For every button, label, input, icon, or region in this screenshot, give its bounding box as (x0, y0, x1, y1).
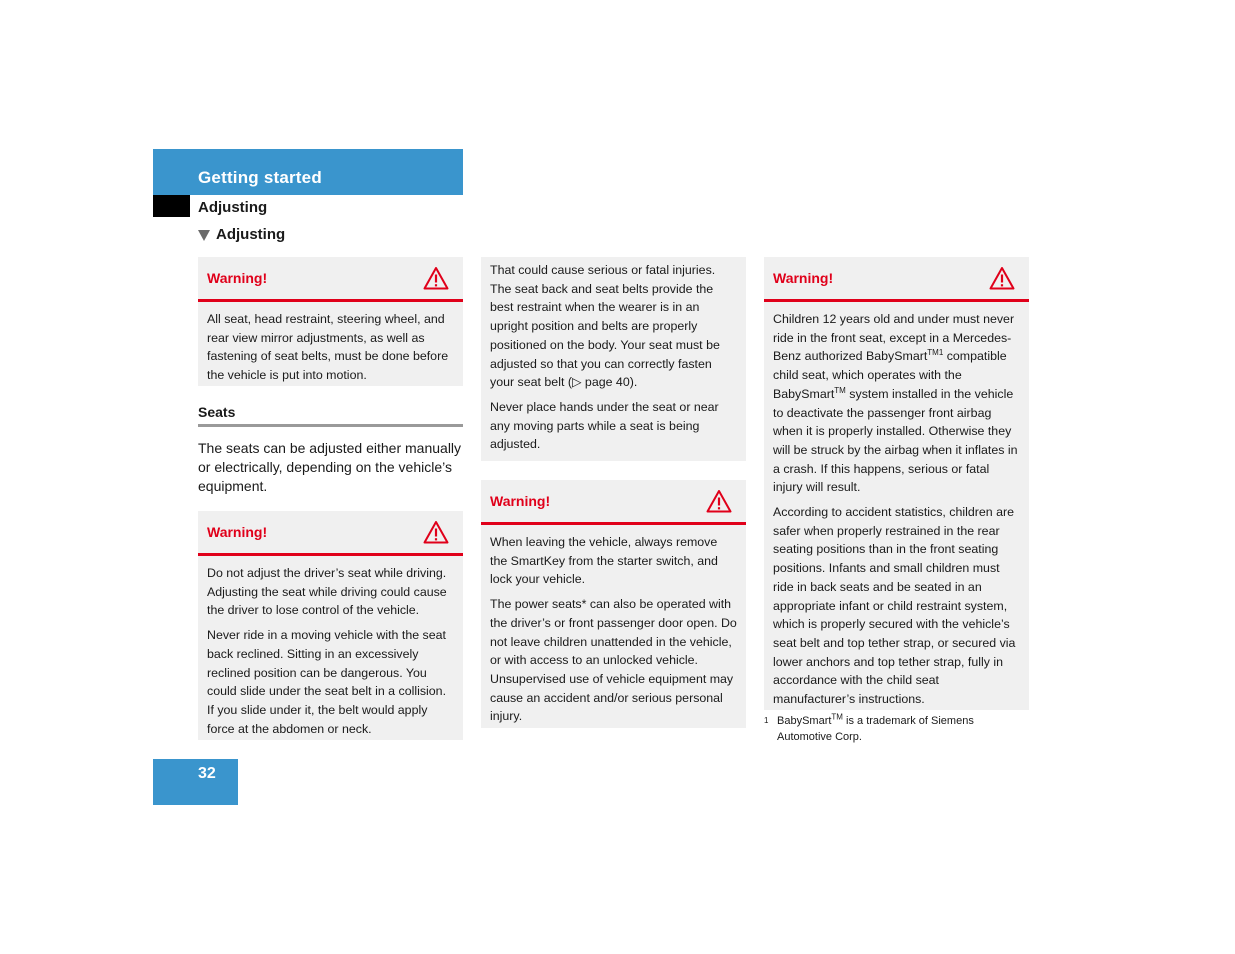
chapter-title: Getting started (198, 168, 322, 187)
warning-box-3 (481, 480, 746, 728)
subsection-title (198, 226, 285, 243)
footnote (764, 713, 1029, 745)
section-title: Adjusting (198, 199, 268, 216)
warning-triangle-icon (423, 266, 449, 290)
warning-header (198, 257, 463, 302)
warning-paragraph: Children 12 years old and under must never ride in the front seat, except in a Mercedes-Benz authorized BabySmart$^{TM1}$ compatible child seat, which operates with the BabySmart™ system installed in the vehicle to deactivate the passenger front airbag when it is properly installed. Otherwise they will be struck by the airbag when it inflates in a crash. If this happens, serious or fatal injury will result. (773, 312, 1018, 495)
warning-label: Warning! (207, 524, 268, 540)
warning-box-1 (198, 257, 463, 386)
triangle-down-icon (198, 230, 210, 241)
warning-body (764, 302, 1029, 717)
section-marker (153, 195, 190, 217)
warning-body (481, 525, 746, 734)
footnote-mark: 1 (764, 716, 769, 725)
warning-label: Warning! (207, 270, 268, 286)
footnote-text: BabySmart™ is a trademark of Siemens Automotive Corp. (777, 712, 974, 743)
warning-body (198, 556, 463, 746)
warning-box-4 (764, 257, 1029, 710)
warning-box-2 (198, 511, 463, 740)
warning-header (764, 257, 1029, 302)
warning-paragraph: When leaving the vehicle, always remove the SmartKey from the starter switch, and lock your vehicle. (490, 535, 718, 587)
warning-paragraph: Do not adjust the driver’s seat while driving. Adjusting the seat while driving could cause the driver to lose control of the vehicle. (207, 566, 447, 618)
warning-label: Warning! (773, 270, 834, 286)
chapter-header-bar (153, 149, 463, 195)
warning-header (481, 480, 746, 525)
warning-body (481, 257, 746, 462)
seats-paragraph: The seats can be adjusted either manually or electrically, depending on the vehicle’s equipment. (198, 440, 462, 494)
warning-continuation-box (481, 257, 746, 461)
warning-paragraph: That could cause serious or fatal injuries. The seat back and seat belts provide the best restraint when the wearer is in an upright position and belts are properly positioned on the body. Your seat must be adjusted so that you can correctly fasten your seat belt (▷ page 40). (490, 263, 720, 390)
warning-header (198, 511, 463, 556)
warning-label: Warning! (490, 493, 551, 509)
page-number-box (153, 759, 238, 805)
seats-heading: Seats (198, 404, 463, 427)
warning-paragraph: Never ride in a moving vehicle with the seat back reclined. Sitting in an excessively reclined position can be dangerous. You could slide under the seat belt in a collision. If you slide under it, the belt would apply force at the abdomen or neck. (207, 628, 447, 736)
warning-triangle-icon (989, 266, 1015, 290)
warning-paragraph: The power seats* can also be operated with the driver’s or front passenger door open. Do not leave children unattended in the vehicle, or with access to an unlocked vehicle. Unsupervised use of vehicle equipment may cause an accident and/or serious personal injury. (490, 597, 737, 724)
page-number: 32 (198, 765, 216, 782)
warning-triangle-icon (423, 520, 449, 544)
warning-triangle-icon (706, 489, 732, 513)
subsection-label: Adjusting (216, 226, 286, 243)
warning-paragraph: According to accident statistics, children are safer when properly restrained in the rear seating positions than in the front seating positions. Infants and small children must ride in back seats and be seated in an appropriate infant or child restraint system, which is properly secured with the vehicle’s seat belt and top tether strap, or secured via lower anchors and top tether strap, fully in accordance with the child seat manufacturer’s instructions. (773, 505, 1016, 707)
warning-body (198, 302, 463, 393)
warning-paragraph: Never place hands under the seat or near any moving parts while a seat is being adjusted. (490, 399, 719, 452)
warning-text: All seat, head restraint, steering wheel, and rear view mirror adjustments, as well as fastening of seat belts, must be done before the vehicle is put into motion. (207, 312, 449, 383)
